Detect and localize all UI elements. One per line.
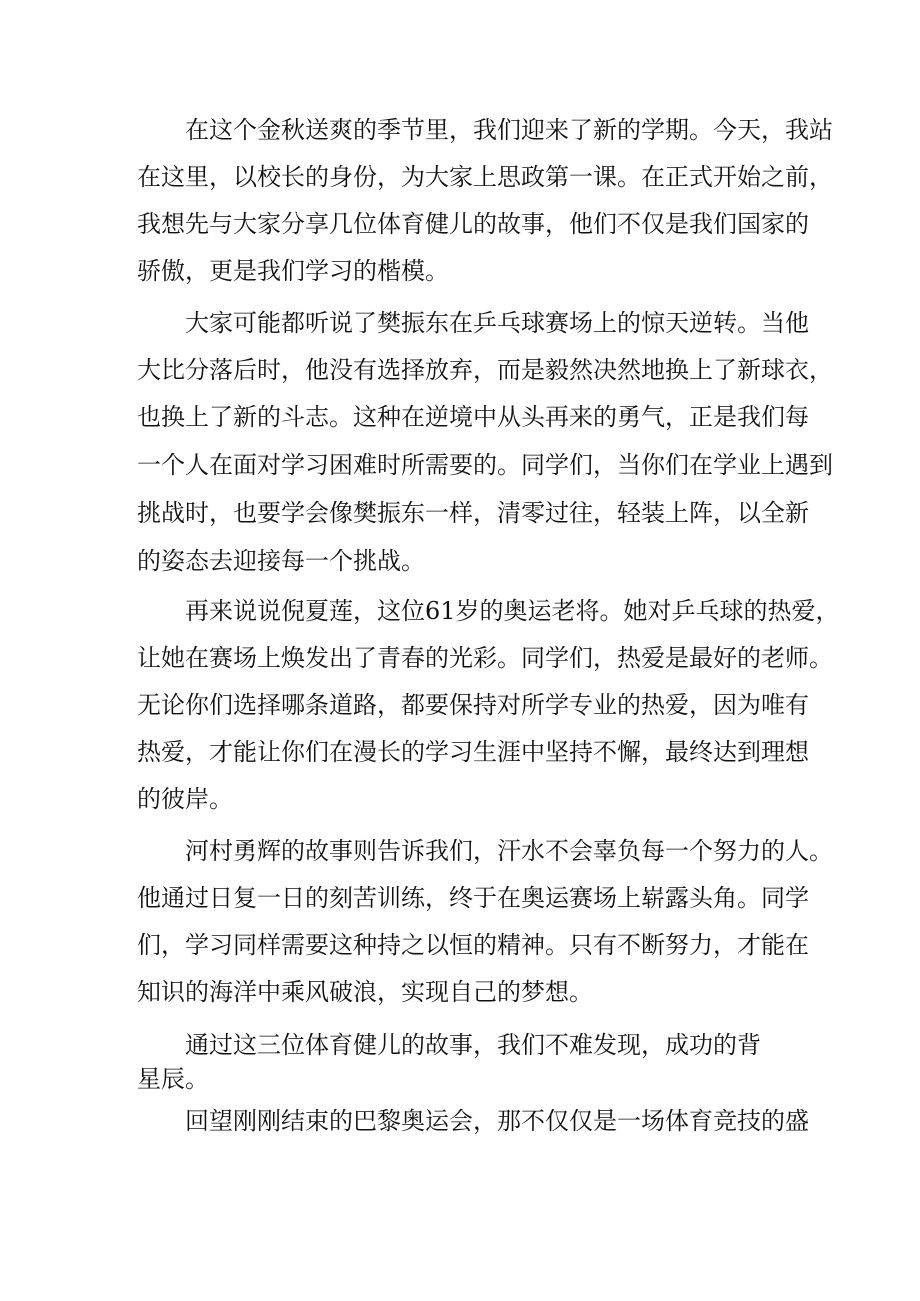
paragraph-2-line-5: 挑战时，也要学会像樊振东一样，清零过往，轻装上阵，以全新 [137,499,809,527]
paragraph-1-line-2: 在这里，以校长的身份，为大家上思政第一课。在正式开始之前， [137,163,833,191]
paragraph-3-line-3: 无论你们选择哪条道路，都要保持对所学专业的热爱，因为唯有 [137,691,809,719]
paragraph-3-line-2: 让她在赛场上焕发出了青春的光彩。同学们，热爱是最好的老师。 [137,644,833,672]
paragraph-3-line-1: 再来说说倪夏莲，这位61岁的奥运老将。她对乒乓球的热爱， [185,597,840,625]
paragraph-2-line-3: 也换上了新的斗志。这种在逆境中从头再来的勇气，正是我们每 [137,403,809,431]
paragraph-2-line-1: 大家可能都听说了樊振东在乒乓球赛场上的惊天逆转。当他 [185,309,809,337]
paragraph-1-line-3: 我想先与大家分享几位体育健儿的故事，他们不仅是我们国家的 [137,210,809,238]
paragraph-2-line-6: 的姿态去迎接每一个挑战。 [137,547,425,575]
paragraph-6-line-1: 回望刚刚结束的巴黎奥运会，那不仅仅是一场体育竞技的盛 [185,1107,809,1135]
paragraph-3-line-4: 热爱，才能让你们在漫长的学习生涯中坚持不懈，最终达到理想 [137,738,809,766]
paragraph-4-line-4: 知识的海洋中乘风破浪，实现自己的梦想。 [137,978,593,1006]
paragraph-3-line-5: 的彼岸。 [137,785,233,813]
paragraph-2-line-4: 一个人在面对学习困难时所需要的。同学们，当你们在学业上遇到 [137,451,833,479]
paragraph-1-line-4: 骄傲，更是我们学习的楷模。 [137,257,449,285]
paragraph-4-line-3: 们，学习同样需要这种持之以恒的精神。只有不断努力，才能在 [137,931,809,959]
paragraph-4-line-2: 他通过日复一日的刻苦训练，终于在奥运赛场上崭露头角。同学 [137,884,809,912]
paragraph-4-line-1: 河村勇辉的故事则告诉我们，汗水不会辜负每一个努力的人。 [185,837,833,865]
paragraph-1-line-1: 在这个金秋送爽的季节里，我们迎来了新的学期。今天，我站 [185,116,833,144]
paragraph-2-line-2: 大比分落后时，他没有选择放弃，而是毅然决然地换上了新球衣， [137,356,833,384]
paragraph-5-line-1: 通过这三位体育健儿的故事，我们不难发现，成功的背 [185,1031,761,1059]
paragraph-5-line-2: 星辰。 [137,1065,209,1093]
